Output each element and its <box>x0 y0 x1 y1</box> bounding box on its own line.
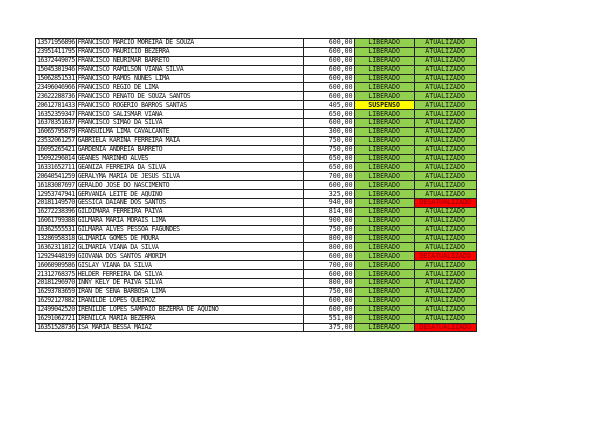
status-cell: LIBERADO <box>354 65 414 74</box>
value-cell: 600,00 <box>303 56 354 65</box>
status-cell: LIBERADO <box>354 190 414 199</box>
table-row <box>36 199 477 208</box>
value-cell: 375,00 <box>303 323 354 332</box>
name-cell: GERALDO JOSE DO NASCIMENTO <box>76 181 303 190</box>
cpf-cell: 16065795879 <box>37 127 75 136</box>
status-cell: LIBERADO <box>354 252 414 261</box>
beneficiary-table <box>35 38 477 332</box>
cpf-cell: 16095265421 <box>37 145 75 154</box>
status-cell: LIBERADO <box>354 287 414 296</box>
status-cell: LIBERADO <box>354 56 414 65</box>
update-cell: DESATUALIZADO <box>414 199 476 208</box>
name-cell: IRANILDE LOPES QUEIROZ <box>76 296 303 305</box>
value-cell: 600,00 <box>303 181 354 190</box>
update-cell: ATUALIZADO <box>414 74 476 83</box>
update-cell: ATUALIZADO <box>414 190 476 199</box>
table-row <box>36 154 477 163</box>
value-cell: 300,00 <box>303 127 354 136</box>
status-cell: LIBERADO <box>354 216 414 225</box>
status-cell: LIBERADO <box>354 225 414 234</box>
table-row <box>36 127 477 136</box>
cpf-cell: 12929448199 <box>37 251 75 260</box>
update-cell: ATUALIZADO <box>414 234 476 243</box>
status-cell: LIBERADO <box>354 172 414 181</box>
table-row <box>36 92 477 101</box>
update-cell: ATUALIZADO <box>414 154 476 163</box>
table-body <box>36 39 477 332</box>
table-row <box>36 136 477 145</box>
status-cell: LIBERADO <box>354 136 414 145</box>
cpf-cell: 15045301946 <box>37 65 75 74</box>
value-cell: 551,00 <box>303 314 354 323</box>
value-cell: 600,00 <box>303 119 354 128</box>
name-cell: INNY KELY DE PAIVA SILVA <box>76 279 303 288</box>
table-row <box>36 234 477 243</box>
value-cell: 750,00 <box>303 136 354 145</box>
name-cell: ISA MARIA BESSA MAIAZ <box>76 323 303 332</box>
cpf-cell: 16372449075 <box>37 56 75 65</box>
cpf-cell: 23622288736 <box>37 91 75 100</box>
update-cell: ATUALIZADO <box>414 181 476 190</box>
update-cell: ATUALIZADO <box>414 207 476 216</box>
cpf-cell: 20612781433 <box>37 100 75 109</box>
name-cell: GABRIELA KARINA FERREIRA MAIA <box>76 136 303 145</box>
cpf-cell: 12499042520 <box>37 305 75 314</box>
status-cell: LIBERADO <box>354 110 414 119</box>
table-row <box>36 65 477 74</box>
table-row <box>36 216 477 225</box>
update-cell: ATUALIZADO <box>414 216 476 225</box>
cpf-cell: 20181296970 <box>37 278 75 287</box>
table-row <box>36 296 477 305</box>
value-cell: 600,00 <box>303 296 354 305</box>
table-row <box>36 270 477 279</box>
table-row <box>36 172 477 181</box>
name-cell: GESSICA DAIANE DOS SANTOS <box>76 199 303 208</box>
table-row <box>36 101 477 110</box>
name-cell: FRANCISCO SIMAO DA SILVA <box>76 119 303 128</box>
update-cell: ATUALIZADO <box>414 225 476 234</box>
update-cell: ATUALIZADO <box>414 172 476 181</box>
value-cell: 650,00 <box>303 154 354 163</box>
update-cell: ATUALIZADO <box>414 287 476 296</box>
cpf-cell: 23951411795 <box>37 47 75 56</box>
update-cell: DESATUALIZADO <box>414 252 476 261</box>
value-cell: 814,00 <box>303 207 354 216</box>
update-cell: ATUALIZADO <box>414 83 476 92</box>
status-cell: LIBERADO <box>354 92 414 101</box>
table-row <box>36 74 477 83</box>
status-cell: LIBERADO <box>354 83 414 92</box>
value-cell: 800,00 <box>303 279 354 288</box>
cpf-cell: 16291062721 <box>37 314 75 323</box>
name-cell: GEANES MARINHO ALVES <box>76 154 303 163</box>
status-cell: LIBERADO <box>354 119 414 128</box>
value-cell: 600,00 <box>303 305 354 314</box>
cpf-cell: 16351528736 <box>37 323 75 331</box>
name-cell: IRENILCA MARIA BEZERRA <box>76 314 303 323</box>
status-cell: LIBERADO <box>354 154 414 163</box>
table-row <box>36 252 477 261</box>
status-cell: LIBERADO <box>354 296 414 305</box>
value-cell: 650,00 <box>303 110 354 119</box>
cpf-cell: 16060909586 <box>37 260 75 269</box>
update-cell: ATUALIZADO <box>414 65 476 74</box>
cpf-cell: 12953747941 <box>37 189 75 198</box>
cpf-cell: 16292127882 <box>37 296 75 305</box>
name-cell: GERALYMA MARIA DE JESUS SILVA <box>76 172 303 181</box>
update-cell: ATUALIZADO <box>414 92 476 101</box>
value-cell: 940,00 <box>303 199 354 208</box>
value-cell: 325,00 <box>303 190 354 199</box>
update-cell: ATUALIZADO <box>414 39 476 48</box>
update-cell: ATUALIZADO <box>414 119 476 128</box>
cpf-cell: 13286958318 <box>37 234 75 243</box>
value-cell: 900,00 <box>303 216 354 225</box>
update-cell: ATUALIZADO <box>414 163 476 172</box>
update-cell: ATUALIZADO <box>414 270 476 279</box>
cpf-cell: 16272238396 <box>37 207 75 216</box>
update-cell: ATUALIZADO <box>414 314 476 323</box>
name-cell: GIOVANA DOS SANTOS AMORIM <box>76 252 303 261</box>
table-row <box>36 181 477 190</box>
name-cell: FRANCISCO ROGERIO BARROS SANTAS <box>76 101 303 110</box>
name-cell: GEANIZA FERREIRA DA SILVA <box>76 163 303 172</box>
table-row <box>36 279 477 288</box>
name-cell: GILMARA MARIA MORAIS LIMA <box>76 216 303 225</box>
value-cell: 600,00 <box>303 65 354 74</box>
update-cell: ATUALIZADO <box>414 261 476 270</box>
cpf-cell: 16362555531 <box>37 225 75 234</box>
name-cell: GILMARA ALVES PESSOA FAGUNDES <box>76 225 303 234</box>
value-cell: 700,00 <box>303 261 354 270</box>
cpf-cell: 20181149570 <box>37 198 75 207</box>
name-cell: FRANCISCO RAMILSON VIANA SILVA <box>76 65 303 74</box>
status-cell: SUSPENSO <box>354 101 414 110</box>
status-cell: LIBERADO <box>354 207 414 216</box>
status-cell: LIBERADO <box>354 261 414 270</box>
cpf-cell: 16061799388 <box>37 216 75 225</box>
cpf-cell: 16378351637 <box>37 118 75 127</box>
cpf-cell: 23532061257 <box>37 136 75 145</box>
cpf-cell: 20640541259 <box>37 171 75 180</box>
update-cell: ATUALIZADO <box>414 279 476 288</box>
cpf-cell: 21312768375 <box>37 269 75 278</box>
status-cell: LIBERADO <box>354 74 414 83</box>
name-cell: FRANCISCO SALISMAR VIANA <box>76 110 303 119</box>
name-cell: GERVANIA LEITE DE AQUINO <box>76 190 303 199</box>
name-cell: IRAN DE SENA BARBOSA LIMA <box>76 287 303 296</box>
name-cell: GLIMARIA VIANA DA SILVA <box>76 243 303 252</box>
status-cell: LIBERADO <box>354 323 414 332</box>
table-row <box>36 243 477 252</box>
name-cell: FRANCISCO MAURICIO BEZERRA <box>76 47 303 56</box>
status-cell: LIBERADO <box>354 270 414 279</box>
table-row <box>36 190 477 199</box>
name-cell: GISLAY VIANA DA SILVA <box>76 261 303 270</box>
cpf-cell: 13571956896 <box>37 38 75 47</box>
update-cell: ATUALIZADO <box>414 127 476 136</box>
status-cell: LIBERADO <box>354 243 414 252</box>
table-row <box>36 261 477 270</box>
value-cell: 600,00 <box>303 39 354 48</box>
value-cell: 750,00 <box>303 145 354 154</box>
table-row <box>36 39 477 48</box>
name-cell: GLIMARIA GOMES DE MOURA <box>76 234 303 243</box>
name-cell: FRANSUILMA LIMA CAVALCANTE <box>76 127 303 136</box>
cpf-cell: 15062851531 <box>37 74 75 82</box>
status-cell: LIBERADO <box>354 47 414 56</box>
update-cell: ATUALIZADO <box>414 136 476 145</box>
status-cell: LIBERADO <box>354 314 414 323</box>
table-row <box>36 207 477 216</box>
update-cell: ATUALIZADO <box>414 296 476 305</box>
table-row <box>36 110 477 119</box>
table-row <box>36 47 477 56</box>
status-cell: LIBERADO <box>354 199 414 208</box>
name-cell: IRENILDE LOPES SAMPAIO BEZERRA DE AQUINO <box>76 305 303 314</box>
name-cell: FRANCISCO RAMOS NUNES LIMA <box>76 74 303 83</box>
name-cell: FRANCISCO MARCIO MOREIRA DE SOUZA <box>76 39 303 48</box>
table-row <box>36 287 477 296</box>
value-cell: 650,00 <box>303 163 354 172</box>
value-cell: 800,00 <box>303 234 354 243</box>
cpf-cell: 16183087697 <box>37 180 75 189</box>
update-cell: ATUALIZADO <box>414 56 476 65</box>
cpf-cell: 15092296014 <box>37 154 75 163</box>
table-row <box>36 163 477 172</box>
name-cell: HELDER FERREIRA DA SILVA <box>76 270 303 279</box>
update-cell: ATUALIZADO <box>414 101 476 110</box>
status-cell: LIBERADO <box>354 279 414 288</box>
value-cell: 600,00 <box>303 74 354 83</box>
table-row <box>36 225 477 234</box>
cpf-cell: 23496046966 <box>37 82 75 91</box>
table-row <box>36 314 477 323</box>
cpf-cell: 16352359347 <box>37 109 75 118</box>
update-cell: ATUALIZADO <box>414 305 476 314</box>
value-cell: 750,00 <box>303 287 354 296</box>
status-cell: LIBERADO <box>354 163 414 172</box>
table-row <box>36 305 477 314</box>
update-cell: ATUALIZADO <box>414 110 476 119</box>
value-cell: 700,00 <box>303 172 354 181</box>
value-cell: 750,00 <box>303 225 354 234</box>
status-cell: LIBERADO <box>354 145 414 154</box>
status-cell: LIBERADO <box>354 127 414 136</box>
update-cell: ATUALIZADO <box>414 145 476 154</box>
status-cell: LIBERADO <box>354 305 414 314</box>
value-cell: 600,00 <box>303 270 354 279</box>
value-cell: 600,00 <box>303 83 354 92</box>
status-cell: LIBERADO <box>354 181 414 190</box>
value-cell: 600,00 <box>303 47 354 56</box>
name-cell: FRANCISCO REGIO DE LIMA <box>76 83 303 92</box>
name-cell: GARDENIA ANDREIA BARRETO <box>76 145 303 154</box>
update-cell: DESATUALIZADO <box>414 323 476 332</box>
table-row <box>36 323 477 332</box>
cpf-cell: 16331652711 <box>37 162 75 171</box>
update-cell: ATUALIZADO <box>414 243 476 252</box>
status-cell: LIBERADO <box>354 39 414 48</box>
value-cell: 800,00 <box>303 243 354 252</box>
name-cell: FRANCISCO NEURIMAR BARRETO <box>76 56 303 65</box>
table-row <box>36 56 477 65</box>
name-cell: FRANCISCO RENATO DE SOUZA SANTOS <box>76 92 303 101</box>
value-cell: 600,00 <box>303 252 354 261</box>
value-cell: 600,00 <box>303 92 354 101</box>
cpf-cell: 16362311812 <box>37 242 75 251</box>
table-row <box>36 145 477 154</box>
status-cell: LIBERADO <box>354 234 414 243</box>
cpf-cell: 16293783659 <box>37 287 75 296</box>
table-row <box>36 119 477 128</box>
update-cell: ATUALIZADO <box>414 47 476 56</box>
value-cell: 405,00 <box>303 101 354 110</box>
name-cell: GILDIMARA FERREIRA PAIVA <box>76 207 303 216</box>
table-row <box>36 83 477 92</box>
